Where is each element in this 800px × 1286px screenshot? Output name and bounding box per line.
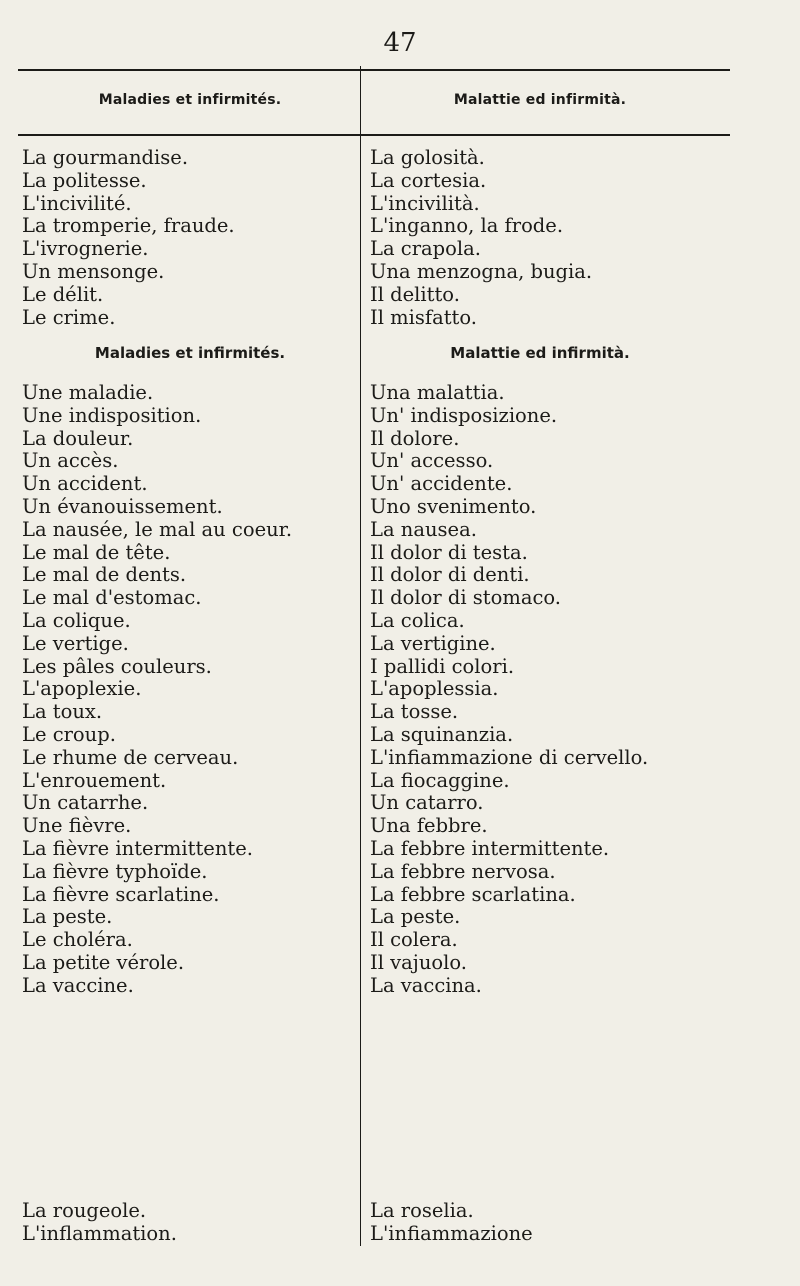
italian-term: Il dolore. [370, 426, 460, 450]
section-title-left: Maladies et infirmités. [94, 344, 286, 362]
french-term: Un accès. [22, 449, 119, 473]
french-term: Le vertige. [22, 631, 129, 655]
french-term: La fièvre intermittente. [22, 836, 253, 860]
french-term: Le rhume de cerveau. [22, 745, 239, 769]
french-term: Le délit. [22, 282, 104, 306]
italian-term: Un catarro. [370, 791, 484, 815]
french-term: Les pâles couleurs. [22, 654, 212, 678]
italian-term: Il dolor di denti. [370, 563, 530, 587]
italian-term: L'infiammazione [370, 1221, 533, 1245]
french-term: La gourmandise. [22, 146, 189, 169]
french-term: Le mal de tête. [22, 540, 171, 564]
section3-italian-list [370, 1200, 533, 1246]
italian-term: La squinanzia. [370, 722, 514, 746]
italian-term: La febbre intermittente. [370, 836, 610, 860]
french-term: L'incivilité. [22, 191, 132, 215]
section2-french-list [22, 382, 292, 998]
italian-term: La roselia. [370, 1199, 474, 1222]
section1-italian-list [370, 147, 592, 329]
italian-term: La cortesia. [370, 168, 487, 192]
italian-term: Un' indisposizione. [370, 403, 558, 427]
french-term: La fièvre typhoïde. [22, 859, 208, 883]
french-term: Une maladie. [22, 381, 154, 404]
italian-term: La nausea. [370, 517, 477, 541]
italian-term: Una menzogna, bugia. [370, 259, 593, 283]
french-term: La nausée, le mal au coeur. [22, 517, 293, 541]
italian-term: L'incivilità. [370, 191, 480, 215]
italian-term: Una febbre. [370, 814, 488, 838]
italian-term: I pallidi colori. [370, 654, 515, 678]
french-term: Un catarrhe. [22, 791, 149, 815]
italian-term: Una malattia. [370, 381, 505, 404]
column-divider [360, 66, 361, 1246]
italian-term: La febbre nervosa. [370, 859, 556, 883]
french-term: La fièvre scarlatine. [22, 882, 220, 906]
italian-term: La vertigine. [370, 631, 496, 655]
italian-term: Il dolor di stomaco. [370, 586, 561, 610]
french-term: La douleur. [22, 426, 134, 450]
header-right: Malattie ed infirmità. [453, 92, 627, 108]
section2-italian-list [370, 382, 648, 998]
french-term: L'enrouement. [22, 768, 167, 792]
header-left: Maladies et infirmités. [98, 92, 282, 108]
italian-term: La vaccina. [370, 973, 482, 997]
italian-term: La febbre scarlatina. [370, 882, 576, 906]
header-rule [18, 134, 730, 136]
top-rule [18, 69, 730, 71]
french-term: L'apoplexie. [22, 677, 142, 701]
french-term: La rougeole. [22, 1199, 147, 1222]
french-term: Le croup. [22, 722, 116, 746]
french-term: Le mal de dents. [22, 563, 187, 587]
french-term: La politesse. [22, 168, 147, 192]
french-term: La peste. [22, 905, 113, 929]
french-term: Le mal d'estomac. [22, 586, 202, 610]
italian-term: L'infiammazione di cervello. [370, 745, 649, 769]
french-term: Un évanouissement. [22, 494, 223, 518]
italian-term: La colica. [370, 608, 465, 632]
italian-term: Il dolor di testa. [370, 540, 528, 564]
french-term: Le crime. [22, 305, 116, 329]
italian-term: Un' accesso. [370, 449, 494, 473]
italian-term: La crapola. [370, 237, 481, 261]
italian-term: L'inganno, la frode. [370, 214, 564, 238]
section-title-right: Malattie ed infirmità. [450, 344, 630, 362]
french-term: La toux. [22, 700, 103, 724]
french-term: Un accident. [22, 472, 148, 496]
italian-term: Il delitto. [370, 282, 460, 306]
french-term: La vaccine. [22, 973, 134, 997]
french-term: La petite vérole. [22, 950, 185, 974]
french-term: La colique. [22, 608, 131, 632]
italian-term: La tosse. [370, 700, 459, 724]
italian-term: Il colera. [370, 928, 458, 952]
italian-term: L'apoplessia. [370, 677, 499, 701]
french-term: Une indisposition. [22, 403, 202, 427]
french-term: Un mensonge. [22, 259, 165, 283]
french-term: L'ivrognerie. [22, 237, 149, 261]
italian-term: Un' accidente. [370, 472, 513, 496]
french-term: Une fièvre. [22, 814, 132, 838]
section1-french-list [22, 147, 235, 329]
section3-french-list [22, 1200, 177, 1246]
french-term: Le choléra. [22, 928, 133, 952]
page-number: 47 [383, 28, 417, 58]
italian-term: Il vajuolo. [370, 950, 467, 974]
italian-term: Il misfatto. [370, 305, 477, 329]
italian-term: La golosità. [370, 146, 485, 169]
italian-term: La fiocaggine. [370, 768, 510, 792]
italian-term: Uno svenimento. [370, 494, 537, 518]
french-term: La tromperie, fraude. [22, 214, 235, 238]
french-term: L'inflammation. [22, 1221, 177, 1245]
italian-term: La peste. [370, 905, 461, 929]
